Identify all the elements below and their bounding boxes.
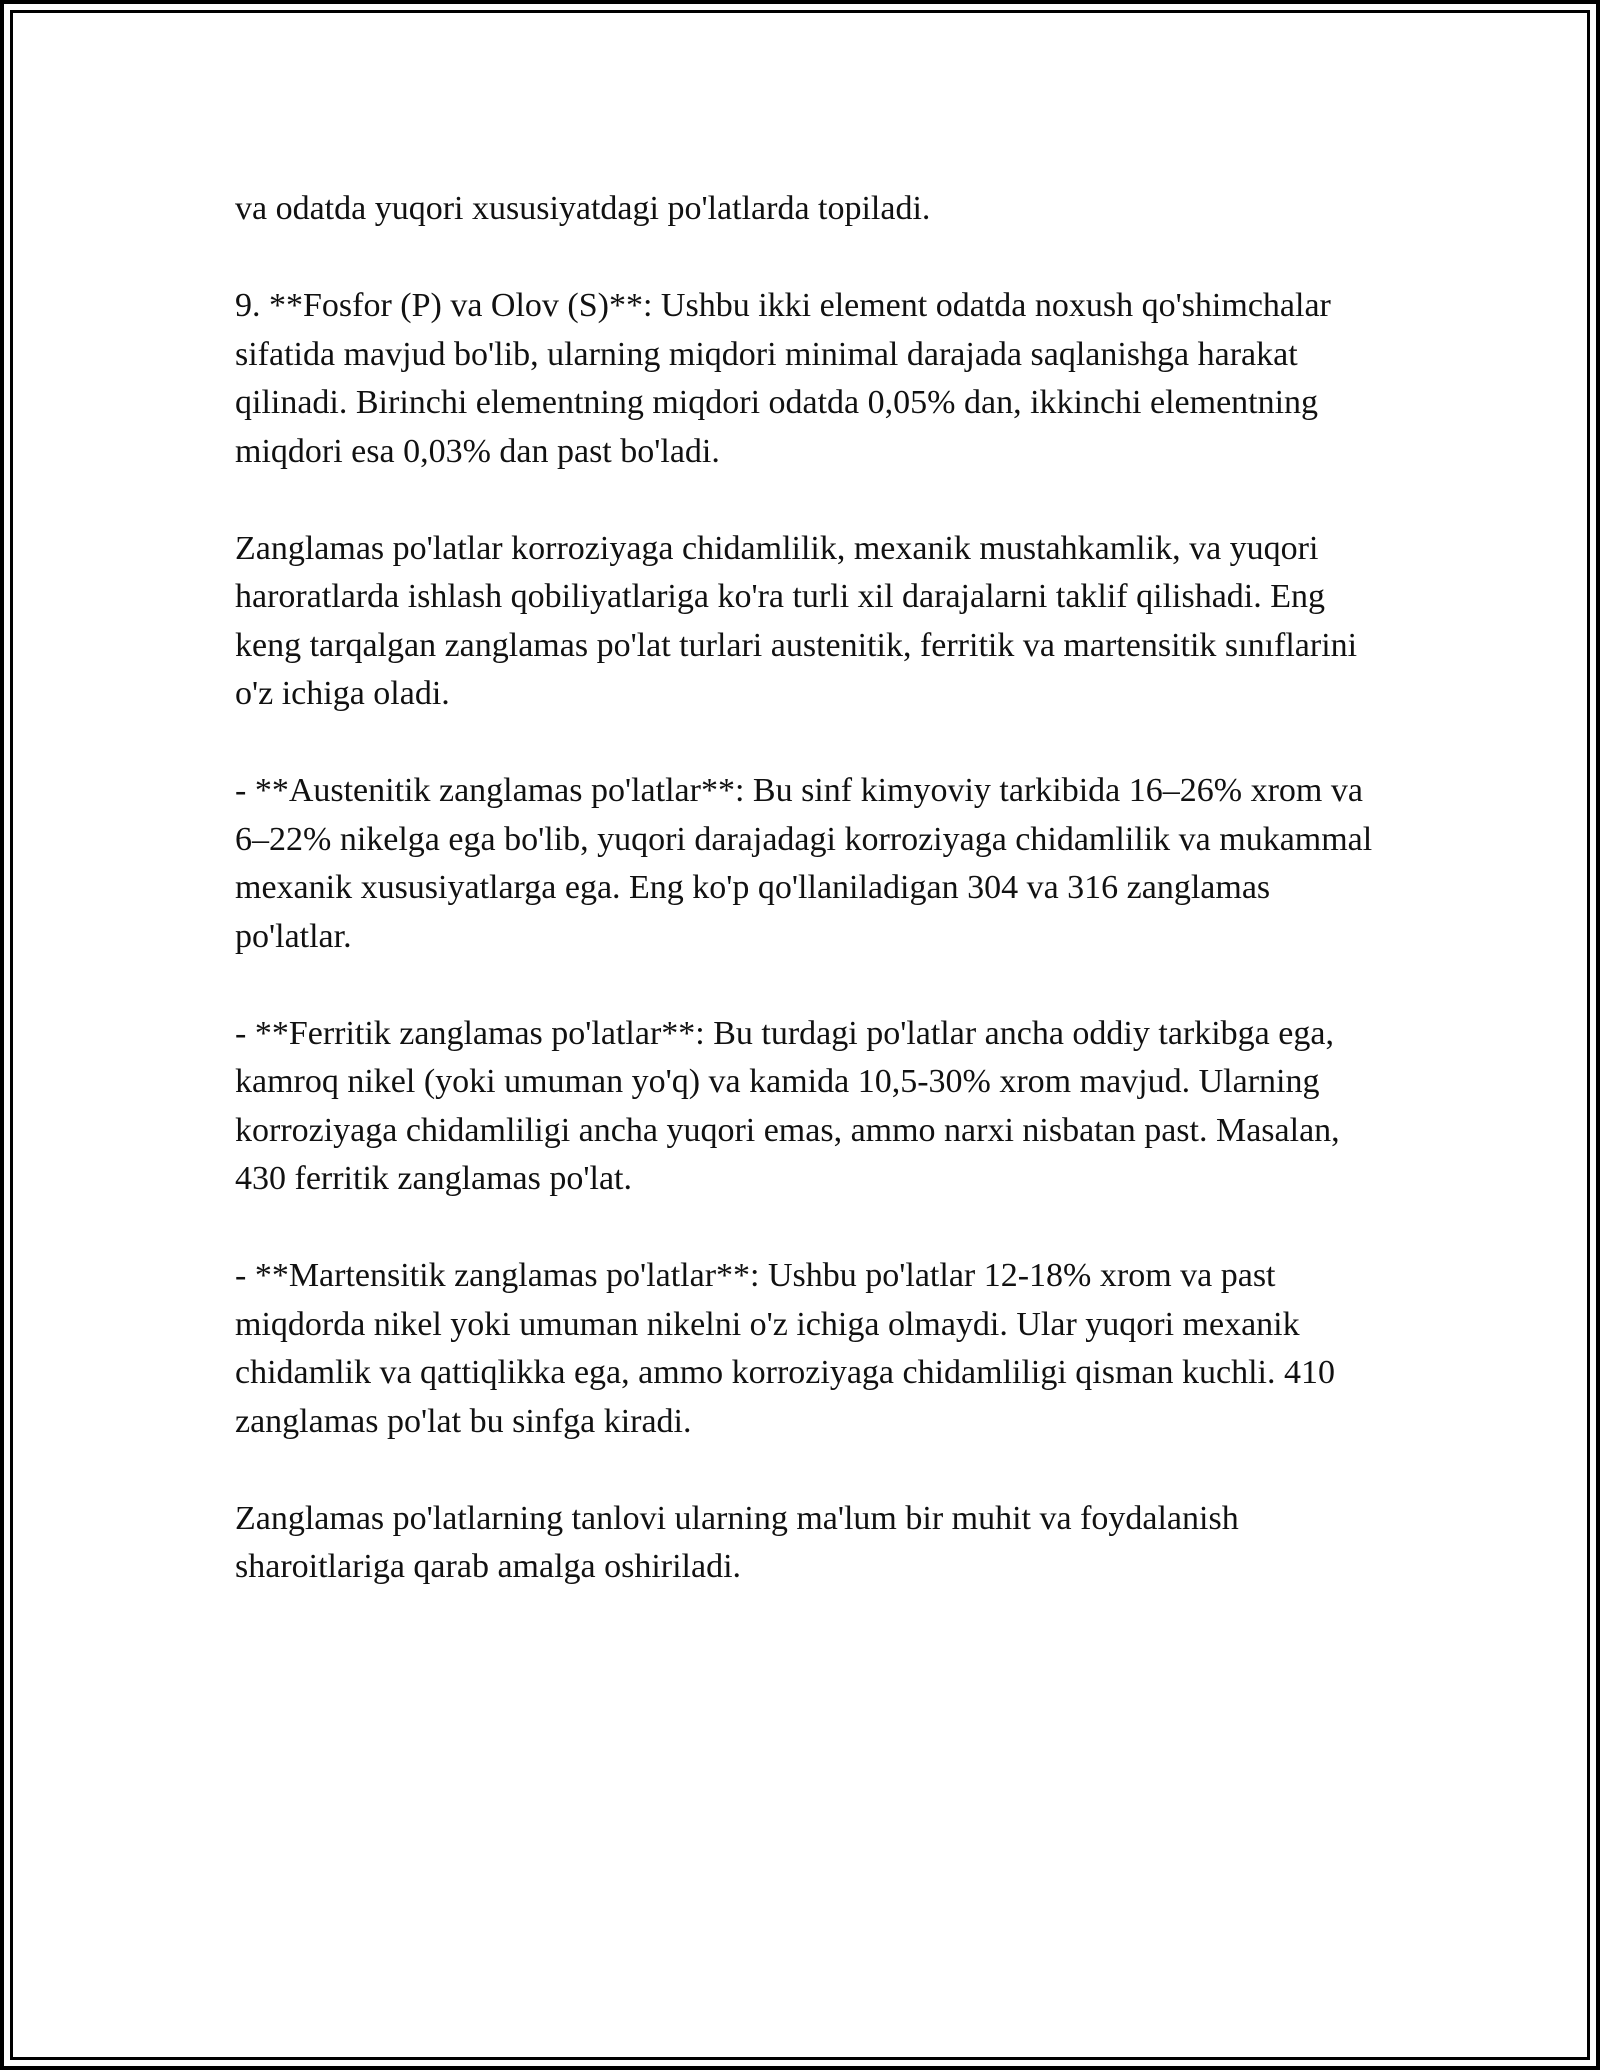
paragraph-austenitic: - **Austenitik zanglamas po'latlar**: Bu sinf kimyoviy tarkibida 16–26% xrom va 6–22% nikelga ega bo'lib, yuqori darajadagi korroziyaga chidamlilik va mukammal mexanik xususiyatlarga ega. Eng ko'p qo'llaniladigan 304 va 316 zanglamas po'latlar. [235, 772, 1373, 955]
paragraph-continuation: va odatda yuqori xususiyatdagi po'latlarda topiladi. [235, 190, 931, 227]
paragraph-conclusion: Zanglamas po'latlarning tanlovi ularning ma'lum bir muhit va foydalanish sharoitlariga qarab amalga oshiriladi. [235, 1499, 1239, 1585]
paragraph-stainless-overview: Zanglamas po'latlar korroziyaga chidamlilik, mexanik mustahkamlik, va yuqori haroratlarda ishlash qobiliyatlariga ko'ra turli xil darajalarni taklif qilishadi. Eng keng tarqalgan zanglamas po'lat turlari austenitik, ferritik va martensitik sınıflarini o'z ichiga oladi. [235, 529, 1358, 712]
paragraph-martensitic: - **Martensitik zanglamas po'latlar**: Ushbu po'latlar 12-18% xrom va past miqdorda nikel yoki umuman nikelni o'z ichiga olmaydi. Ular yuqori mexanik chidamlik va qattiqlikka ega, ammo korroziyaga chidamliligi qisman kuchli. 410 zanglamas po'lat bu sinfga kiradi. [235, 1257, 1336, 1440]
document-body [235, 185, 1375, 1640]
paragraph-phosphorus-sulfur: 9. **Fosfor (P) va Olov (S)**: Ushbu ikki element odatda noxush qo'shimchalar sifatida mavjud bo'lib, ularning miqdori minimal darajada saqlanishga harakat qilinadi. Birinchi elementning miqdori odatda 0,05% dan, ikkinchi elementning miqdori esa 0,03% dan past bo'ladi. [235, 287, 1331, 470]
paragraph-ferritic: - **Ferritik zanglamas po'latlar**: Bu turdagi po'latlar ancha oddiy tarkibga ega, kamroq nikel (yoki umuman yo'q) va kamida 10,5-30% xrom mavjud. Ularning korroziyaga chidamliligi ancha yuqori emas, ammo narxi nisbatan past. Masalan, 430 ferritik zanglamas po'lat. [235, 1014, 1340, 1197]
